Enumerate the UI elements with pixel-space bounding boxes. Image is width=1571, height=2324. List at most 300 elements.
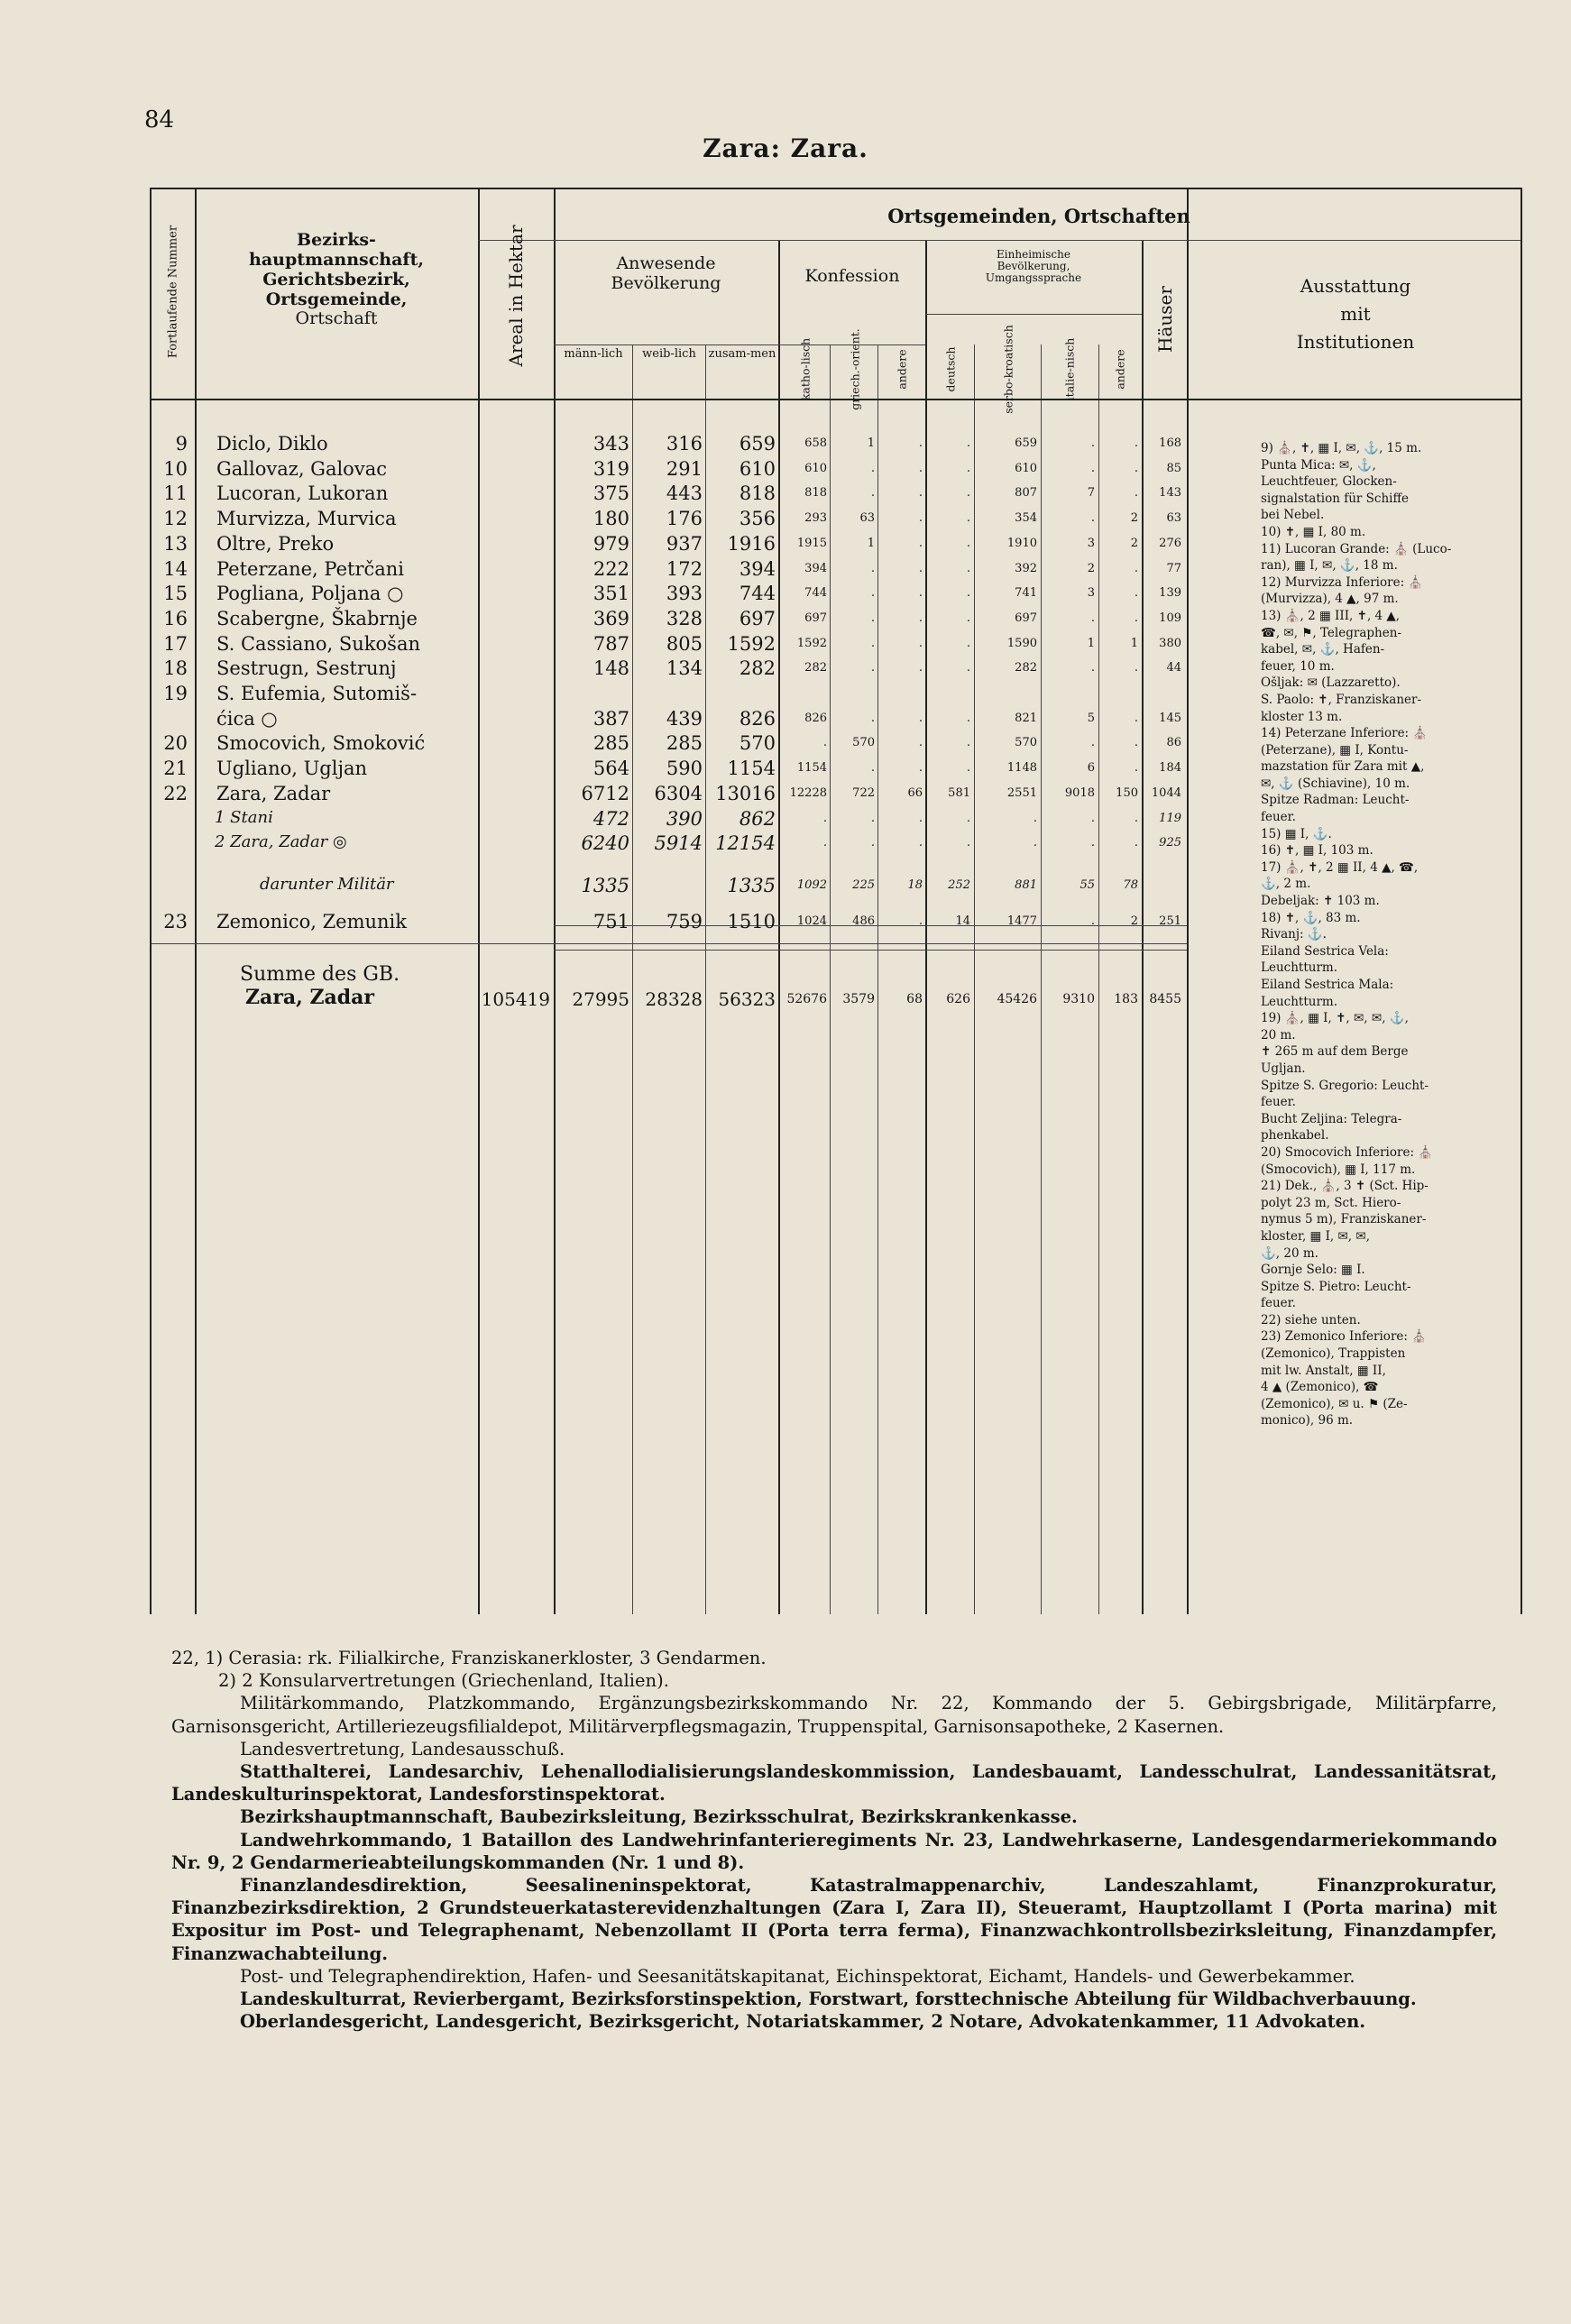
row-name: S. Eufemia, Sutomiš- [216,683,418,704]
cell-m: 369 [593,607,629,629]
cell-h: 925 [1159,836,1181,850]
footnote-paragraph: Post- und Telegraphendirektion, Hafen- und Seesanitätskapitanat, Eichinspektorat, Eichamt, Handels- und Gewerbekammer. [240,1965,1355,1987]
summary-w: 28328 [645,988,703,1010]
note-line: 19) ⛪, ▦ I, ✝, ✉, ✉, ⚓, [1261,1011,1409,1026]
cell-kath: . [822,736,827,750]
cell-w: 316 [666,433,703,455]
cell-it: . [1090,736,1095,750]
cell-z: 818 [739,482,776,505]
cell-w: 393 [666,583,703,605]
cell-m: 222 [593,557,629,580]
cell-ua: 2 [1130,511,1138,526]
cell-gr: . [870,461,875,475]
cell-m: 180 [593,508,629,530]
cell-sk: 610 [1015,461,1037,475]
row-number: 13 [163,532,188,555]
cell-m: 375 [593,482,629,505]
cell-h: 145 [1159,711,1181,725]
cell-z: 13016 [715,782,776,804]
row-number: 16 [163,607,188,629]
note-line: Rivanj: ⚓. [1261,927,1327,942]
cell-and: 66 [907,785,923,800]
cell-m: 285 [593,732,629,755]
cell-z: 570 [739,732,776,755]
col-rule [830,344,831,1614]
cell-sk: 392 [1015,561,1037,575]
cell-it: 3 [1087,536,1095,550]
row-name: Sestrugn, Sestrunj [216,657,397,680]
note-line: 22) siehe unten. [1261,1312,1361,1327]
note-line: 18) ✝, ⚓, 83 m. [1261,910,1361,925]
row-number: 14 [163,557,188,580]
cell-kath: 1592 [796,636,827,650]
note-line: 4 ▲ (Zemonico), ☎ [1261,1380,1379,1395]
cell-ua: . [1134,711,1138,725]
note-line: ✉, ⚓ (Schiavine), 10 m. [1261,776,1410,791]
cell-kath: 1024 [796,914,827,928]
row-number: 11 [163,482,188,505]
row-name: 2 Zara, Zadar ◎ [215,832,347,852]
note-line: ⚓, 20 m. [1261,1245,1318,1261]
cell-h: 139 [1159,586,1181,601]
note-line: monico), 96 m. [1261,1413,1354,1428]
cell-z: 697 [739,607,776,629]
cell-h: 119 [1159,811,1181,825]
cell-and: . [918,511,923,526]
note-line: Bucht Zeljina: Telegra- [1261,1111,1402,1126]
cell-kath: 818 [804,486,827,501]
header-haeuser: Häuser [1154,286,1176,353]
cell-and: . [918,461,923,475]
cell-gr: 570 [852,736,875,750]
cell-kath: 293 [804,511,827,526]
cell-and: . [918,486,923,501]
cell-it: . [1090,914,1095,928]
cell-ua: 2 [1130,914,1138,928]
summary-m: 27995 [572,988,629,1010]
cell-de: . [966,436,970,450]
cell-it: 9018 [1064,785,1095,800]
header-anwesende: Anwesende Bevölkerung [611,253,721,293]
cell-kath: 658 [804,436,827,450]
note-line: 20) Smocovich Inferiore: ⛪ [1261,1144,1434,1160]
cell-m: 6240 [581,832,629,855]
cell-z: 1154 [727,758,776,780]
cell-kath: 394 [804,561,827,575]
col-rule [195,189,197,1614]
cell-de: . [966,586,970,601]
cell-h: 109 [1159,611,1181,625]
note-line: Spitze Radman: Leucht- [1261,793,1410,808]
row-name: Ugliano, Ugljan [216,758,368,780]
cell-kath: 12228 [789,785,827,800]
cell-z: 1510 [727,911,776,932]
cell-de: . [966,611,970,625]
summary-de: 626 [946,992,970,1006]
cell-ua: . [1134,736,1138,750]
header-andere-konf: andere [895,349,909,390]
note-line: 15) ▦ I, ⚓. [1261,826,1332,841]
cell-it: . [1090,836,1095,850]
row-name: Diclo, Diklo [216,433,328,455]
cell-h: 380 [1159,636,1181,650]
row-number: 15 [163,583,188,605]
cell-it: 2 [1087,561,1095,575]
cell-sk: 1477 [1006,914,1037,928]
cell-gr: 1 [867,536,875,550]
cell-w: 759 [666,911,703,932]
cell-de: . [966,511,970,526]
cell-m: 472 [593,807,629,830]
cell-sk: 697 [1015,611,1037,625]
note-line: Leuchtturm. [1261,994,1337,1009]
cell-gr: . [870,761,875,776]
row-number: 22 [163,782,188,804]
note-line: feuer. [1261,810,1296,825]
cell-z: 1916 [727,532,776,555]
cell-de: . [966,836,970,850]
cell-m: 751 [593,911,629,932]
cell-kath: 744 [804,586,827,601]
header-griech: griech.-orient. [848,328,862,410]
cell-kath: 610 [804,461,827,475]
summary-sk: 45426 [997,992,1037,1006]
cell-h: 168 [1159,436,1181,450]
header-rule [478,240,1520,241]
col-rule [877,344,878,1614]
cell-it: 7 [1087,486,1095,501]
cell-w: 590 [666,758,703,780]
note-line: mit lw. Anstalt, ▦ II, [1261,1363,1386,1378]
col-rule [1187,189,1189,1614]
cell-gr: 225 [852,878,875,892]
col-rule [974,344,975,1614]
cell-gr: 63 [859,511,875,526]
row-number: 21 [163,758,188,780]
cell-ua: 78 [1123,878,1138,892]
cell-gr: . [870,611,875,625]
footnote-paragraph: Landwehrkommando, 1 Bataillon des Landwehrinfanterieregiments Nr. 23, Landwehrkaserne, Landesgendarmeriekommando Nr. 9, 2 Gendarmerieabteilungskommanden (Nr. 1 und 8). [171,1829,1497,1873]
cell-it: 55 [1079,878,1095,892]
note-line: kabel, ✉, ⚓, Hafen- [1261,642,1385,657]
cell-sk: 282 [1015,661,1037,675]
cell-and: . [918,761,923,776]
note-line: Spitze S. Gregorio: Leucht- [1261,1078,1429,1093]
cell-it: . [1090,661,1095,675]
cell-sk: 1148 [1006,761,1037,776]
cell-w: 134 [666,657,703,680]
cell-h: 251 [1159,914,1181,928]
cell-h: 44 [1166,661,1181,675]
header-konfession: Konfession [804,266,900,286]
cell-de: 252 [948,878,970,892]
cell-gr: . [870,486,875,501]
cell-z: 394 [739,557,776,580]
cell-ua: . [1134,561,1138,575]
cell-z: 1335 [727,875,776,896]
footnote-paragraph: Bezirkshauptmannschaft, Baubezirksleitung, Bezirksschulrat, Bezirkskrankenkasse. [240,1806,1078,1828]
note-line: kloster, ▦ I, ✉, ✉, [1261,1228,1370,1244]
footnote-paragraph: Oberlandesgericht, Landesgericht, Bezirksgericht, Notariatskammer, 2 Notare, Advokatenkammer, 11 Advokaten. [240,2011,1366,2033]
summary-label-2: Zara, Zadar [245,986,375,1009]
cell-it: . [1090,511,1095,526]
note-line: (Murvizza), 4 ▲, 97 m. [1261,592,1399,607]
cell-ua: 1 [1130,636,1138,650]
cell-m: 979 [593,532,629,555]
footnote-paragraph: Landesvertretung, Landesausschuß. [240,1738,565,1759]
summary-z: 56323 [718,988,776,1010]
footnotes [171,1647,1497,2033]
cell-and: . [918,661,923,675]
cell-de: . [966,711,970,725]
header-serbo: serbo-kroatisch [1001,325,1015,414]
page-number: 84 [144,106,175,133]
cell-m: 351 [593,583,629,605]
note-line: 14) Peterzane Inferiore: ⛪ [1261,726,1429,741]
cell-and: . [918,611,923,625]
note-line: bei Nebel. [1261,508,1325,523]
cell-de: . [966,736,970,750]
cell-w: 5914 [654,832,703,855]
footnote-paragraph: Finanzlandesdirektion, Seesalineninspektorat, Katastralmappenarchiv, Landeszahlamt, Finanzprokuratur, Finanzbezirksdirektion, 2 Grundsteuerkatasterevidenzhaltungen (Zara I, Zara II), Steueramt, Hauptzollamt I (Porta marina) mit Expositur im Post- und Telegraphenamt, Nebenzollamt II (Porta terra ferma), Finanzwachkontrollsbezirksleitung, Finanzdampfer, Finanzwachabteilung. [171,1875,1497,1964]
cell-de: . [966,661,970,675]
header-deutsch: deutsch [943,346,958,392]
page-title: Zara: Zara. [703,133,868,163]
note-line: mazstation für Zara mit ▲, [1261,759,1425,775]
cell-de: . [966,561,970,575]
note-line: 23) Zemonico Inferiore: ⛪ [1261,1329,1428,1345]
footnote-paragraph: Landeskulturrat, Revierbergamt, Bezirksforstinspektion, Forstwart, forsttechnische Abteilung für Wildbachverbauung. [240,1989,1417,2010]
cell-and: . [918,536,923,550]
row-name: ćica ○ [216,707,278,730]
cell-it: 5 [1087,711,1095,725]
note-line: Leuchtfeuer, Glocken- [1261,474,1397,490]
note-line: (Smocovich), ▦ I, 117 m. [1261,1162,1416,1177]
note-line: nymus 5 m), Franziskaner- [1261,1212,1427,1227]
cell-m: 387 [593,707,629,730]
cell-gr: . [870,586,875,601]
row-name: 1 Stani [215,807,273,827]
note-line: ✝ 265 m auf dem Berge [1261,1044,1409,1060]
cell-h: 85 [1166,461,1181,475]
cell-gr: . [870,561,875,575]
row-number: 20 [163,732,188,755]
note-line: feuer. [1261,1296,1296,1311]
note-line: Punta Mica: ✉, ⚓, [1261,457,1376,473]
cell-z: 659 [739,433,776,455]
cell-it: . [1090,436,1095,450]
header-rule [554,344,925,345]
header-katholisch: katho-lisch [798,337,813,401]
cell-and: . [918,811,923,825]
cell-and: . [918,586,923,601]
note-line: kloster 13 m. [1261,709,1343,724]
cell-sk: 741 [1015,586,1037,601]
note-line: phenkabel. [1261,1128,1329,1144]
row-name: Lucoran, Lukoran [216,482,389,505]
cell-and: . [918,636,923,650]
cell-z: 12154 [715,832,776,855]
row-name: Zemonico, Zemunik [216,911,407,932]
cell-sk: . [1033,811,1037,825]
header-fortlaufende: Fortlaufende Nummer [166,225,180,359]
note-line: (Zemonico), Trappisten [1261,1346,1406,1362]
row-name: Smocovich, Smoković [216,732,426,755]
cell-gr: 1 [867,436,875,450]
note-line: 9) ⛪, ✝, ▦ I, ✉, ⚓, 15 m. [1261,441,1422,455]
cell-sk: 821 [1015,711,1037,725]
institutions-notes [1261,440,1518,1429]
cell-h: 1044 [1151,785,1181,800]
cell-z: 862 [739,807,776,830]
cell-gr: . [870,836,875,850]
row-number: 23 [163,911,188,932]
cell-w: 6304 [654,782,703,804]
header-areal: Areal in Hektar [505,225,527,367]
cell-sk: 2551 [1006,785,1037,800]
cell-de: . [966,636,970,650]
cell-ua: . [1134,611,1138,625]
cell-w: 443 [666,482,703,505]
summary-kath: 52676 [786,992,827,1006]
summary-label: Summe des GB. [240,963,400,986]
row-name: Oltre, Preko [216,532,335,555]
header-rule [152,399,1520,400]
cell-gr: 722 [852,785,875,800]
cell-w: 390 [666,807,703,830]
cell-w: 176 [666,508,703,530]
cell-and: . [918,711,923,725]
cell-m: 564 [593,758,629,780]
summary-and: 68 [906,992,923,1006]
cell-sk: . [1033,836,1037,850]
cell-kath: . [822,836,827,850]
note-line: signalstation für Schiffe [1261,491,1410,506]
note-line: 10) ✝, ▦ I, 80 m. [1261,524,1366,539]
col-rule [478,189,480,1614]
row-number: 9 [175,433,188,455]
note-line: 16) ✝, ▦ I, 103 m. [1261,843,1373,859]
cell-z: 826 [739,707,776,730]
cell-it: 1 [1087,636,1095,650]
header-einheimische: Einheimische Bevölkerung, Umgangssprache [985,248,1082,285]
cell-de: . [966,461,970,475]
note-line: (Zemonico), ✉ u. ⚑ (Ze- [1261,1396,1408,1411]
cell-w: 291 [666,457,703,480]
cell-h: 184 [1159,761,1181,776]
cell-kath: 1154 [796,761,827,776]
footnote-paragraph: Statthalterei, Landesarchiv, Lehenallodialisierungslandeskommission, Landesbauamt, Landesschulrat, Landessanitätsrat, Landeskulturinspektorat, Landesforstinspektorat. [171,1761,1497,1805]
cell-ua: . [1134,836,1138,850]
cell-z: 1592 [727,632,776,655]
cell-ua: . [1134,436,1138,450]
row-number: 12 [163,508,188,530]
cell-and: . [918,561,923,575]
cell-de: . [966,486,970,501]
footnote-paragraph: 2) 2 Konsularvertretungen (Griechenland, Italien). [218,1670,669,1692]
header-weiblich: weib-lich [642,347,696,361]
cell-m: 1335 [581,875,629,896]
cell-de: . [966,811,970,825]
cell-h: 276 [1159,536,1181,550]
cell-gr: 486 [852,914,875,928]
summary-ua: 183 [1114,992,1138,1006]
cell-ua: . [1134,486,1138,501]
header-andere-sprache: andere [1113,349,1127,390]
cell-ua: . [1134,661,1138,675]
cell-ua: . [1134,811,1138,825]
cell-w: 805 [666,632,703,655]
row-name: darunter Militär [260,875,394,894]
cell-it: 6 [1087,761,1095,776]
col-rule [554,189,556,1614]
row-name: Peterzane, Petrčani [216,557,405,580]
note-line: S. Paolo: ✝, Franziskaner- [1261,692,1422,707]
summary-it: 9310 [1062,992,1095,1006]
cell-sk: 1910 [1006,536,1037,550]
row-name: S. Cassiano, Sukošan [216,632,420,655]
row-name: Pogliana, Poljana ○ [216,583,404,605]
cell-it: . [1090,811,1095,825]
cell-h: 143 [1159,486,1181,501]
row-name: Zara, Zadar [216,782,331,804]
note-line: (Peterzane), ▦ I, Kontu- [1261,742,1409,758]
cell-kath: 282 [804,661,827,675]
row-number: 19 [163,683,188,704]
cell-m: 319 [593,457,629,480]
cell-w: 328 [666,607,703,629]
cell-and: . [918,736,923,750]
cell-it: 3 [1087,586,1095,601]
group-rule [554,950,1187,951]
footnote-paragraph: 22, 1) Cerasia: rk. Filialkirche, Franziskanerkloster, 3 Gendarmen. [171,1648,767,1668]
cell-sk: 659 [1015,436,1037,450]
header-rule [925,314,1142,315]
cell-gr: . [870,636,875,650]
cell-w: 439 [666,707,703,730]
cell-m: 343 [593,433,629,455]
note-line: ☎, ✉, ⚑, Telegraphen- [1261,625,1401,640]
cell-kath: 697 [804,611,827,625]
note-line: Gornje Selo: ▦ I. [1261,1263,1365,1278]
cell-it: . [1090,611,1095,625]
cell-de: . [966,761,970,776]
header-bezirk: Bezirks- hauptmannschaft, Gerichtsbezirk, Ortsgemeinde, Ortschaft [249,230,424,329]
cell-h: 86 [1166,736,1181,750]
header-zusammen: zusam-men [708,347,776,361]
cell-ua: 2 [1130,536,1138,550]
cell-z: 356 [739,508,776,530]
note-line: Leuchtturm. [1261,960,1337,976]
cell-gr: . [870,711,875,725]
cell-de: 14 [955,914,970,928]
cell-z: 610 [739,457,776,480]
cell-it: . [1090,461,1095,475]
cell-kath: 1915 [796,536,827,550]
header-ausstattung: Ausstattung mit Institutionen [1296,275,1415,353]
cell-and: . [918,914,923,928]
note-line: 13) ⛪, 2 ▦ III, ✝, 4 ▲, [1261,608,1401,623]
cell-gr: . [870,661,875,675]
cell-de: . [966,536,970,550]
cell-h: 77 [1166,561,1181,575]
note-line: Ugljan. [1261,1061,1306,1076]
cell-and: . [918,436,923,450]
note-line: Spitze S. Pietro: Leucht- [1261,1279,1411,1294]
cell-sk: 1590 [1006,636,1037,650]
cell-gr: . [870,811,875,825]
note-line: Eiland Sestrica Mala: [1261,978,1394,992]
